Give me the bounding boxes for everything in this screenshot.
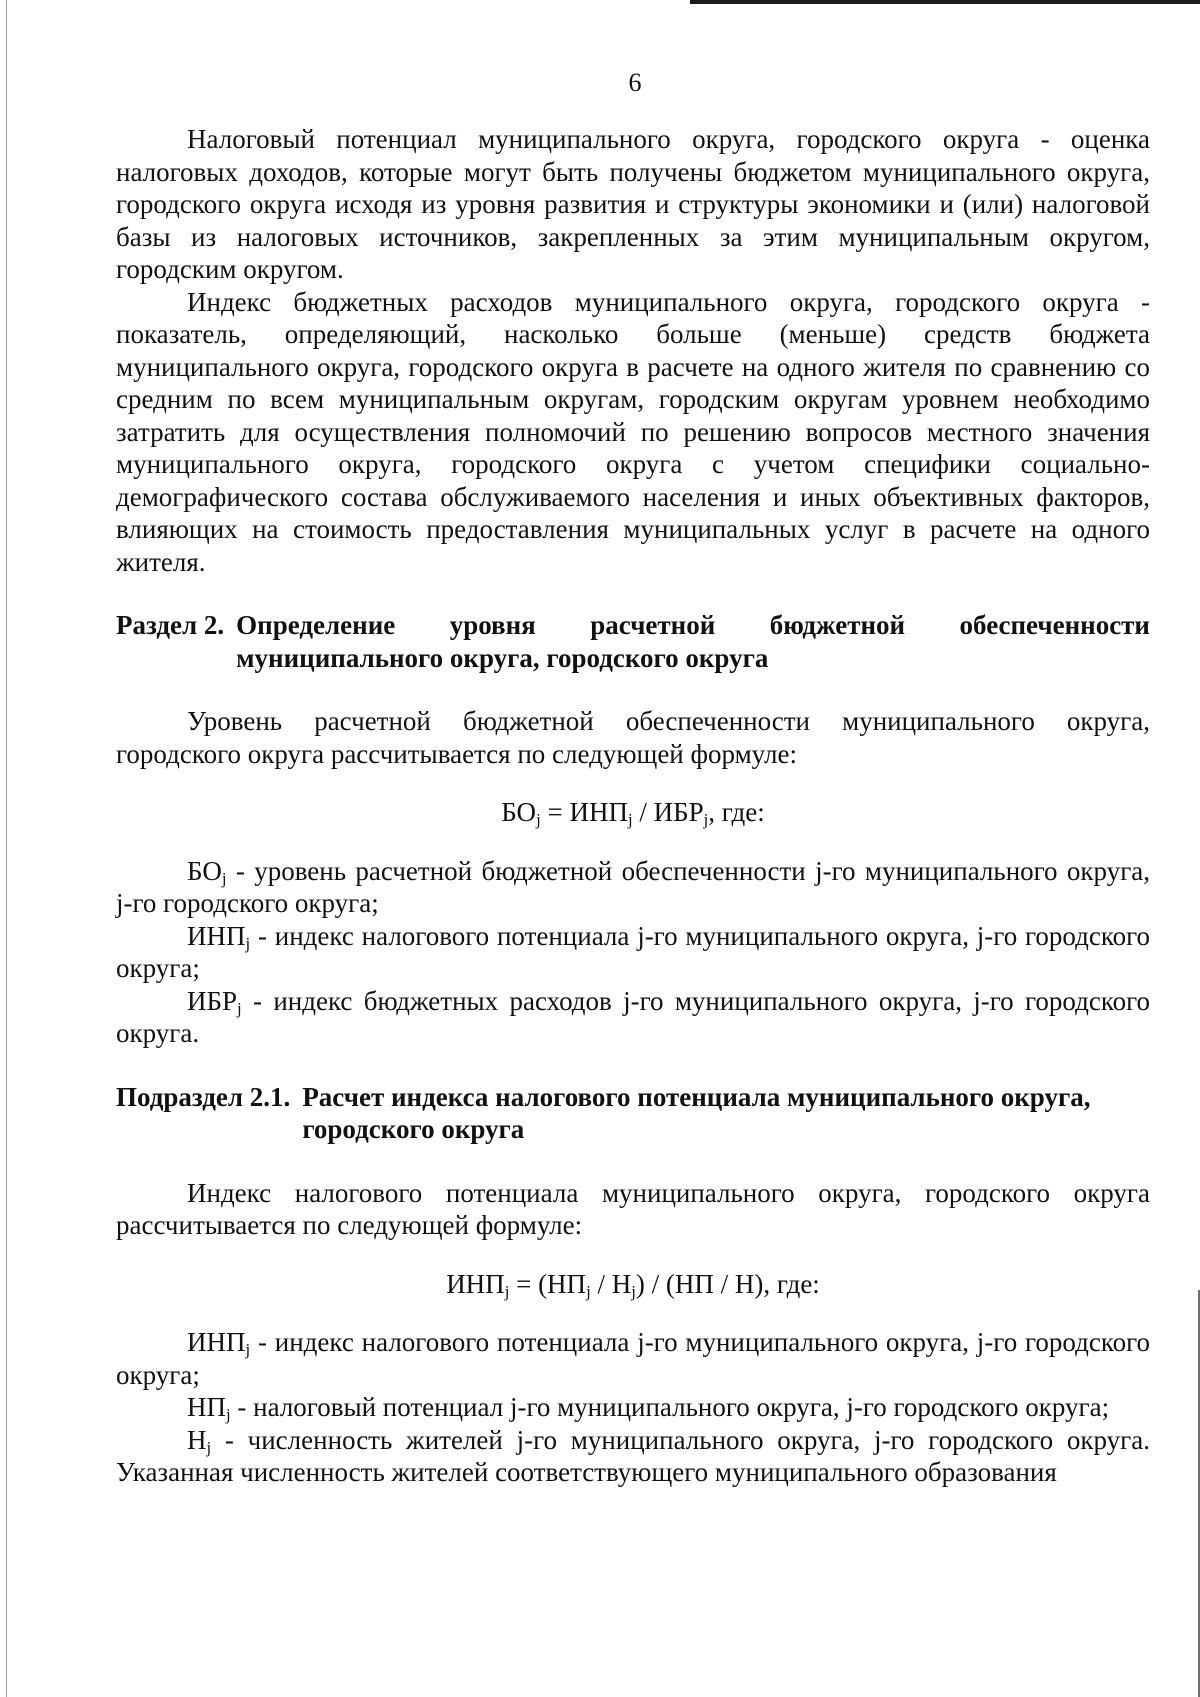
- formula-tail: , где:: [708, 797, 765, 827]
- term-np: [116, 1391, 1150, 1424]
- page-number: 6: [628, 68, 642, 97]
- formula-sub: j: [504, 1281, 510, 1301]
- term-sub: j: [206, 1437, 212, 1457]
- formula-sub: j: [627, 810, 633, 830]
- term-description: - численность жителей j-го муниципального округа, j-го городского округа. Указанная численность жителей соответствующего муниципального образования: [116, 1424, 1150, 1487]
- term-sub: j: [245, 1340, 251, 1360]
- term-symbol: Н: [187, 1424, 207, 1455]
- formula-inp: ИНП: [446, 1268, 505, 1299]
- term-inp: [116, 920, 1150, 985]
- subsection-2-1-title-line1: Расчет индекса налогового потенциала муниципального округа,: [302, 1081, 1091, 1112]
- term-symbol: НП: [187, 1392, 226, 1422]
- formula-budget-sufficiency: [116, 796, 1150, 829]
- subsection-2-1-heading: [116, 1081, 1150, 1146]
- formula-eq-inp: = ИНП: [540, 797, 628, 827]
- formula-bo: БО: [501, 797, 537, 827]
- term-symbol: ИНП: [187, 920, 246, 951]
- term-n: [116, 1424, 1150, 1489]
- section-2-title-line1: Определение уровня расчетной бюджетной обеспеченности: [236, 610, 1150, 640]
- formula-tail: ) / (НП / Н), где:: [635, 1268, 820, 1299]
- term-description: - индекс налогового потенциала j-го муниципального округа, j-го городского округа;: [116, 920, 1150, 983]
- term-description: - уровень расчетной бюджетной обеспеченности j-го муниципального округа, j-го городского округа;: [116, 855, 1150, 918]
- subsection-2-1-title: [302, 1081, 1150, 1146]
- term-ibr: [116, 985, 1150, 1050]
- formula-n: / Н: [590, 1268, 632, 1299]
- definition-budget-expenditure-index: Индекс бюджетных расходов муниципального округа, городского округа - показатель, определяющий, насколько больше (меньше) средств бюджета муниципального округа, городского округа в расчете на одного жителя по сравнению со средним по всем муниципальным округам, городским округам уровнем необходимо затратить для осуществления полномочий по решению вопросов местного значения муниципального округа, городского округа с учетом специфики социально-демографического состава обслуживаемого населения и иных объективных факторов, влияющих на стоимость предоставления муниципальных услуг в расчете на одного жителя.: [116, 286, 1150, 577]
- term-sub: j: [226, 1405, 231, 1425]
- scan-top-edge: [690, 0, 1200, 4]
- formula-div-ibr: / ИБР: [632, 797, 704, 827]
- subsection-2-1-intro: Индекс налогового потенциала муниципального округа, городского округа рассчитывается по следующей формуле:: [116, 1177, 1150, 1240]
- term-symbol: ИНП: [187, 1327, 246, 1357]
- term-description: - налоговый потенциал j-го муниципального округа, j-го городского округа;: [230, 1392, 1110, 1422]
- term-description: - индекс бюджетных расходов j-го муниципального округа, j-го городского округа.: [116, 985, 1150, 1048]
- term-bo: [116, 855, 1150, 920]
- subsection-2-1-number: Подраздел 2.1.: [116, 1081, 291, 1112]
- term-symbol: БО: [187, 855, 222, 886]
- formula-tax-potential-index: [116, 1268, 1150, 1301]
- formula-sub: j: [631, 1281, 636, 1301]
- subsection-2-1-title-line2: городского округа: [302, 1114, 525, 1144]
- section-2-intro: Уровень расчетной бюджетной обеспеченности муниципального округа, городского округа рассчитывается по следующей формуле:: [116, 706, 1150, 769]
- section-2-title-line2: муниципального округа, городского округа: [236, 642, 769, 673]
- term-symbol: ИБР: [187, 985, 238, 1016]
- formula-sub: j: [703, 810, 709, 830]
- section-2-number: Раздел 2.: [116, 610, 225, 640]
- formula-sub: j: [536, 810, 541, 830]
- term-sub: j: [245, 933, 251, 953]
- section-2-heading: [116, 609, 1150, 674]
- term-sub: j: [221, 868, 227, 888]
- formula-sub: j: [586, 1281, 591, 1301]
- term-inp-2: [116, 1326, 1150, 1391]
- term-sub: j: [237, 998, 242, 1018]
- formula-np: = (НП: [509, 1268, 587, 1299]
- section-2-title: [236, 609, 1150, 674]
- document-body: [116, 123, 1150, 1489]
- term-description: - индекс налогового потенциала j-го муниципального округа, j-го городского округа;: [116, 1327, 1150, 1390]
- definition-tax-potential: Налоговый потенциал муниципального округа, городского округа - оценка налоговых доходов, которые могут быть получены бюджетом муниципального округа, городского округа исходя из уровня развития и структуры экономики и (или) налоговой базы из налоговых источников, закрепленных за этим муниципальным округом, городским округом.: [116, 124, 1150, 284]
- scan-left-edge: [6, 0, 7, 1697]
